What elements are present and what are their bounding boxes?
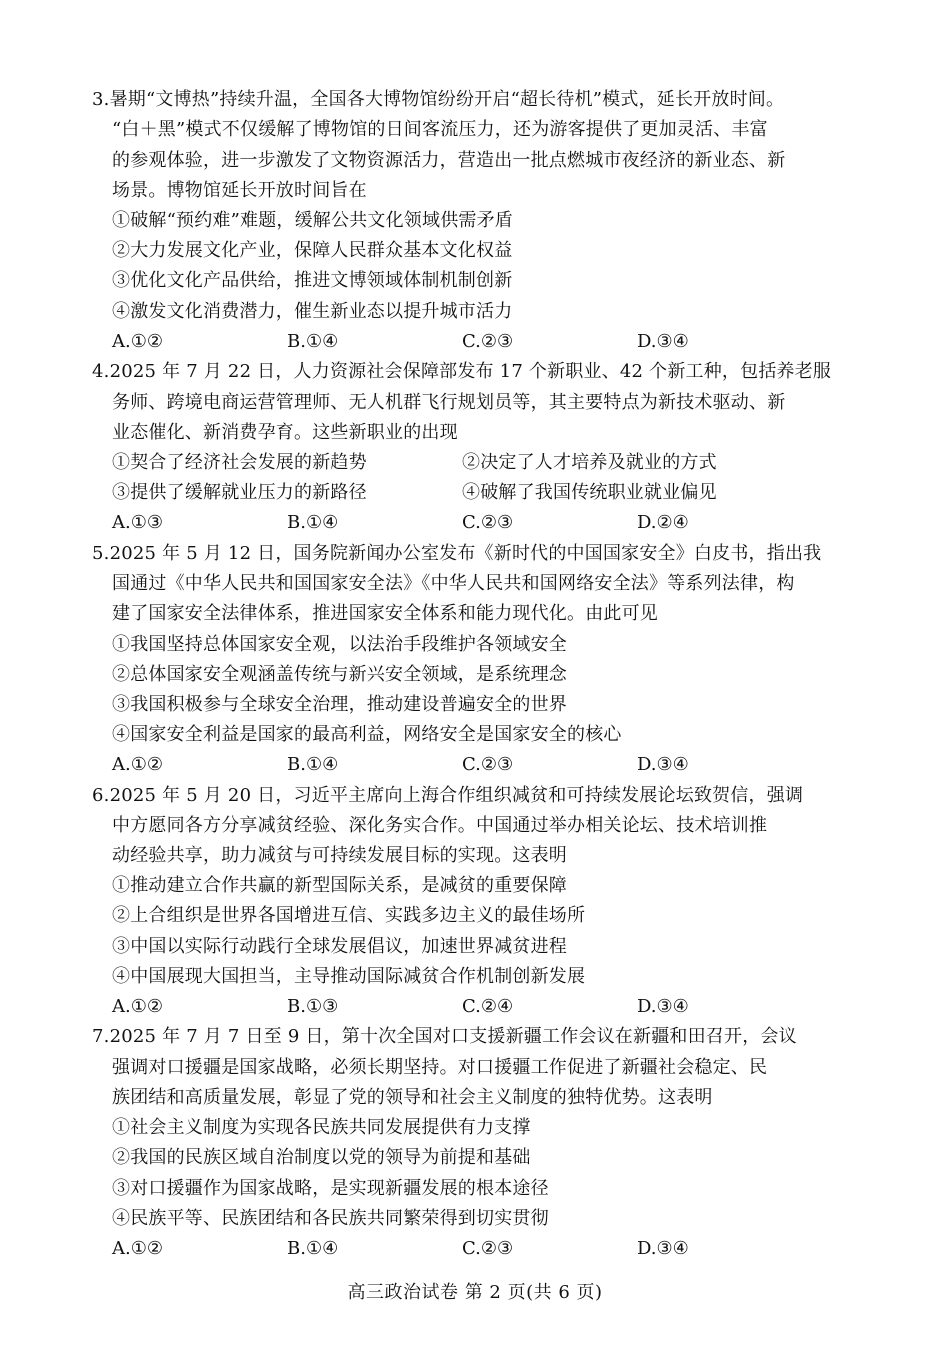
answer-choice-a: A.①③ <box>112 512 163 533</box>
statement-option: ②总体国家安全观涵盖传统与新兴安全领域，是系统理念 <box>112 664 567 685</box>
statement-option: ④中国展现大国担当，主导推动国际减贫合作机制创新发展 <box>112 966 586 987</box>
answer-choice-b: B.①③ <box>287 996 339 1017</box>
statement-option: ①破解“预约难”难题，缓解公共文化领域供需矛盾 <box>112 210 514 231</box>
question-stem-line: 强调对口援疆是国家战略，必须长期坚持。对口援疆工作促进了新疆社会稳定、民 <box>112 1057 768 1078</box>
answer-choice-d: D.②④ <box>637 512 689 533</box>
answer-choice-c: C.②③ <box>462 1238 514 1259</box>
question-stem-line: 动经验共享，助力减贫与可持续发展目标的实现。这表明 <box>112 845 567 866</box>
answer-choice-d: D.③④ <box>637 996 689 1017</box>
answer-choice-b: B.①④ <box>287 1238 339 1259</box>
statement-option: ③优化文化产品供给，推进文博领域体制机制创新 <box>112 270 513 291</box>
question-stem-line: 族团结和高质量发展，彰显了党的领导和社会主义制度的独特优势。这表明 <box>112 1087 713 1108</box>
statement-option: ②我国的民族区域自治制度以党的领导为前提和基础 <box>112 1147 531 1168</box>
question-stem-line: 的参观体验，进一步激发了文物资源活力，营造出一批点燃城市夜经济的新业态、新 <box>112 150 786 171</box>
question-stem-line: 中方愿同各方分享减贫经验、深化务实合作。中国通过举办相关论坛、技术培训推 <box>112 815 768 836</box>
statement-option: ②决定了人才培养及就业的方式 <box>462 452 717 473</box>
answer-choice-d: D.③④ <box>637 754 689 775</box>
answer-choice-a: A.①② <box>112 331 163 352</box>
statement-option: ①推动建立合作共赢的新型国际关系，是减贫的重要保障 <box>112 875 567 896</box>
question-stem-line: 5.2025 年 5 月 12 日，国务院新闻办公室发布《新时代的中国国家安全》白皮书，指出我 <box>92 543 822 564</box>
statement-option: ③中国以实际行动践行全球发展倡议，加速世界减贫进程 <box>112 936 567 957</box>
statement-option: ③对口援疆作为国家战略，是实现新疆发展的根本途径 <box>112 1178 549 1199</box>
question-stem-line: 务师、跨境电商运营管理师、无人机群飞行规划员等，其主要特点为新技术驱动、新 <box>112 392 786 413</box>
statement-option: ①社会主义制度为实现各民族共同发展提供有力支撑 <box>112 1117 531 1138</box>
statement-option: ①契合了经济社会发展的新趋势 <box>112 452 367 473</box>
page-footer: 高三政治试卷 第 2 页(共 6 页) <box>347 1282 603 1303</box>
statement-option: ④激发文化消费潜力，催生新业态以提升城市活力 <box>112 301 513 322</box>
answer-choice-c: C.②③ <box>462 754 514 775</box>
statement-option: ④破解了我国传统职业就业偏见 <box>462 482 717 503</box>
answer-choice-d: D.③④ <box>637 1238 689 1259</box>
answer-choice-a: A.①② <box>112 996 163 1017</box>
statement-option: ③提供了缓解就业压力的新路径 <box>112 482 367 503</box>
answer-choice-d: D.③④ <box>637 331 689 352</box>
answer-choice-c: C.②③ <box>462 331 514 352</box>
answer-choice-a: A.①② <box>112 754 163 775</box>
question-stem-line: 业态催化、新消费孕育。这些新职业的出现 <box>112 422 458 443</box>
statement-option: ③我国积极参与全球安全治理，推动建设普遍安全的世界 <box>112 694 567 715</box>
question-stem-line: “白＋黑”模式不仅缓解了博物馆的日间客流压力，还为游客提供了更加灵活、丰富 <box>112 119 768 140</box>
answer-choice-c: C.②③ <box>462 512 514 533</box>
question-stem-line: 7.2025 年 7 月 7 日至 9 日，第十次全国对口支援新疆工作会议在新疆和田召开，会议 <box>92 1026 797 1047</box>
statement-option: ④国家安全利益是国家的最高利益，网络安全是国家安全的核心 <box>112 724 622 745</box>
answer-choice-b: B.①④ <box>287 754 339 775</box>
question-stem-line: 3.暑期“文博热”持续升温，全国各大博物馆纷纷开启“超长待机”模式，延长开放时间。 <box>92 89 785 110</box>
question-stem-line: 场景。博物馆延长开放时间旨在 <box>112 180 367 201</box>
question-stem-line: 6.2025 年 5 月 20 日，习近平主席向上海合作组织减贫和可持续发展论坛致贺信，强调 <box>92 785 804 806</box>
statement-option: ②上合组织是世界各国增进互信、实践多边主义的最佳场所 <box>112 905 586 926</box>
statement-option: ④民族平等、民族团结和各民族共同繁荣得到切实贯彻 <box>112 1208 549 1229</box>
answer-choice-b: B.①④ <box>287 512 339 533</box>
statement-option: ②大力发展文化产业，保障人民群众基本文化权益 <box>112 240 513 261</box>
answer-choice-c: C.②④ <box>462 996 514 1017</box>
answer-choice-b: B.①④ <box>287 331 339 352</box>
question-stem-line: 建了国家安全法律体系，推进国家安全体系和能力现代化。由此可见 <box>112 603 658 624</box>
answer-choice-a: A.①② <box>112 1238 163 1259</box>
question-stem-line: 4.2025 年 7 月 22 日，人力资源社会保障部发布 17 个新职业、42 个新工种，包括养老服 <box>92 361 832 382</box>
question-stem-line: 国通过《中华人民共和国国家安全法》《中华人民共和国网络安全法》等系列法律，构 <box>112 573 795 594</box>
statement-option: ①我国坚持总体国家安全观，以法治手段维护各领域安全 <box>112 634 567 655</box>
